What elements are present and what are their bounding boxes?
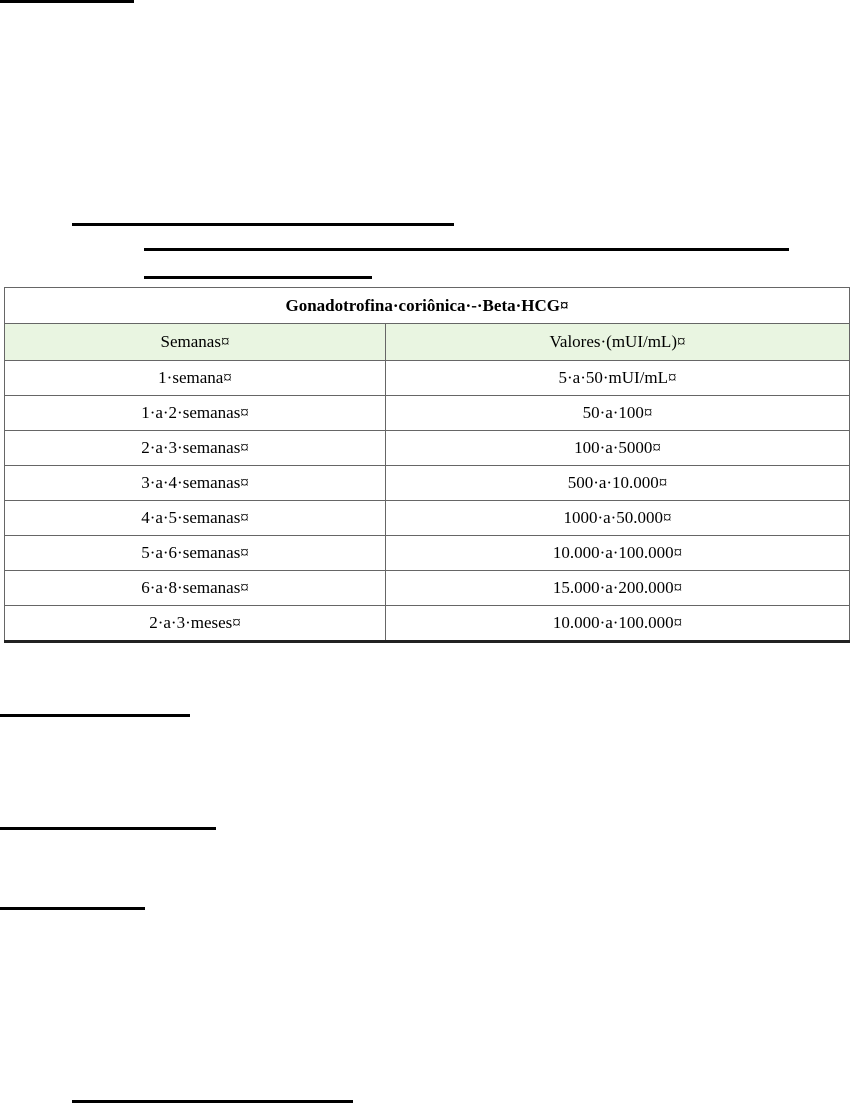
beta-hcg-table (4, 287, 850, 643)
cell-weeks: 1·semana¤ (5, 361, 386, 396)
cell-weeks: 1·a·2·semanas¤ (5, 396, 386, 431)
cell-values: 15.000·a·200.000¤ (386, 571, 850, 606)
table-header-row (5, 324, 850, 361)
cell-values: 100·a·5000¤ (386, 431, 850, 466)
cell-weeks: 2·a·3·semanas¤ (5, 431, 386, 466)
column-header-values: Valores·(mUI/mL)¤ (386, 324, 850, 361)
table-title-text: Gonadotrofina·coriônica·-·Beta·HCG¤ (285, 295, 569, 315)
heading-underline-6 (0, 827, 216, 830)
cell-values: 10.000·a·100.000¤ (386, 536, 850, 571)
heading-underline-7 (0, 907, 145, 910)
heading-underline-3 (144, 248, 789, 251)
cell-weeks: 6·a·8·semanas¤ (5, 571, 386, 606)
cell-weeks: 3·a·4·semanas¤ (5, 466, 386, 501)
table-row (5, 606, 850, 642)
cell-weeks: 5·a·6·semanas¤ (5, 536, 386, 571)
table-title (5, 288, 850, 324)
table-row (5, 361, 850, 396)
cell-values: 5·a·50·mUI/mL¤ (386, 361, 850, 396)
cell-values: 500·a·10.000¤ (386, 466, 850, 501)
heading-underline-5 (0, 714, 190, 717)
table-row (5, 396, 850, 431)
table-row (5, 431, 850, 466)
heading-underline-8 (72, 1100, 353, 1103)
heading-underline-2 (72, 223, 454, 226)
cell-values: 1000·a·50.000¤ (386, 501, 850, 536)
cell-values: 10.000·a·100.000¤ (386, 606, 850, 642)
cell-weeks: 2·a·3·meses¤ (5, 606, 386, 642)
table-title-row (5, 288, 850, 324)
cell-weeks: 4·a·5·semanas¤ (5, 501, 386, 536)
heading-underline-1 (0, 0, 134, 3)
table-row (5, 571, 850, 606)
column-header-weeks: Semanas¤ (5, 324, 386, 361)
cell-values: 50·a·100¤ (386, 396, 850, 431)
table-row (5, 501, 850, 536)
heading-underline-4 (144, 276, 372, 279)
table-row (5, 466, 850, 501)
table-row (5, 536, 850, 571)
